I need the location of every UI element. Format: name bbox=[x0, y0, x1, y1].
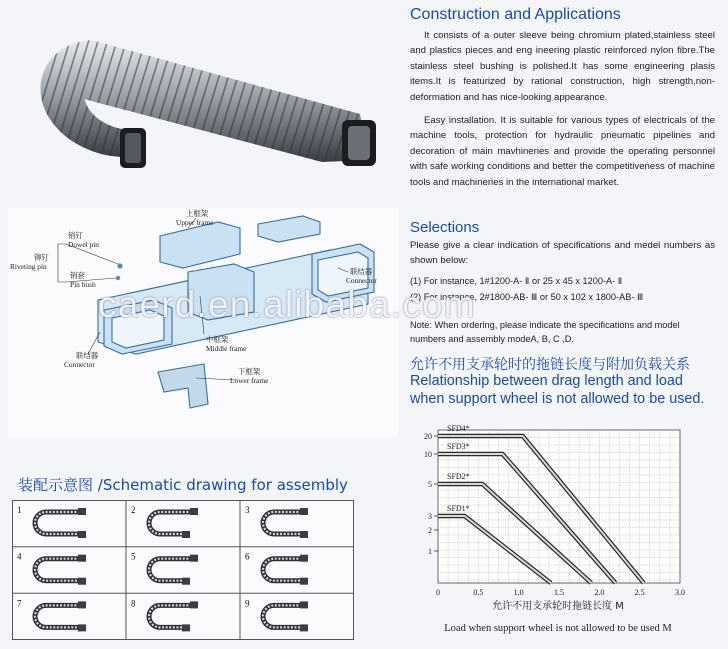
connector-right-label-en: Connector bbox=[346, 276, 377, 285]
connector-right-label-cn: 联结器 bbox=[350, 267, 373, 276]
chart-x-tick-label: 2.5 bbox=[634, 588, 645, 597]
assembly-connector bbox=[300, 624, 308, 631]
assembly-connector bbox=[190, 508, 198, 515]
riveting-pin-label-en: Riveting pin bbox=[10, 262, 47, 271]
pin-bush-label-en: Pin bush bbox=[70, 280, 96, 289]
chart-x-tick-label: 3.0 bbox=[675, 588, 685, 597]
chart-series-label: SFD4* bbox=[447, 424, 470, 433]
assembly-connector bbox=[300, 601, 308, 608]
chart-xlabel-en: Load when support wheel is not allowed to be used M bbox=[444, 623, 672, 634]
assembly-cell-number: 8 bbox=[131, 598, 136, 609]
selections-example-2: (2) For instance, 2#1800-AB- Ⅲ or 50 x 102 x 1800-AB- Ⅲ bbox=[410, 292, 644, 302]
selections-intro: Please give a clear indication of specifications and medel numbers as shown below: bbox=[410, 240, 715, 267]
middle-frame-label-cn: 中框架 bbox=[206, 335, 229, 344]
construction-title: Construction and Applications bbox=[410, 6, 621, 23]
assembly-connector bbox=[78, 578, 86, 585]
chart-series-label: SFD1* bbox=[447, 504, 470, 513]
chart-y-tick-label: 3 bbox=[428, 512, 432, 521]
selections-title: Selections bbox=[410, 219, 480, 236]
assembly-connector bbox=[78, 555, 86, 562]
selections-example-1: (1) For instance, 1#1200-A- Ⅱ or 25 x 45 x 1200-A- Ⅱ bbox=[410, 276, 623, 286]
chart-series-label: SFD3* bbox=[447, 442, 470, 451]
assembly-cell-number: 1 bbox=[17, 505, 22, 515]
relationship-title-cn: 允许不用支承轮时的拖链长度与附加负载关系 bbox=[410, 357, 690, 373]
drag-chain-photo bbox=[22, 10, 390, 188]
chart-y-tick-label: 5 bbox=[428, 480, 432, 489]
construction-paragraph-1: It consists of a outer sleeve being chromium plated,stainless steel and plastics pieces and eng ineering plastic reinforced nylon fibre.The stainless steel bushing is polished.It has some engineering plasis items.It is featurized by rational construction, high strength,non-deformation and has nice-looking appearance. bbox=[410, 30, 715, 103]
assembly-cell-number: 2 bbox=[131, 505, 136, 515]
assembly-cell-number: 5 bbox=[131, 551, 136, 562]
chart-series-label: SFD2* bbox=[447, 472, 470, 481]
chart-x-tick-label: 0 bbox=[436, 588, 440, 597]
chart-x-tick-label: 1.5 bbox=[554, 588, 564, 597]
selections-note: Note: When ordering, please indicate the specifications and model numbers and assembly modeA, B, C ,D. bbox=[410, 320, 680, 345]
assembly-connector bbox=[78, 601, 86, 608]
chart-x-tick-label: 2.0 bbox=[594, 588, 605, 597]
assembly-title: 装配示意图 /Schematic drawing for assembly bbox=[18, 476, 348, 494]
connector-left-label-cn: 联结器 bbox=[76, 351, 99, 360]
assembly-connector bbox=[300, 531, 308, 538]
assembly-connector bbox=[182, 578, 190, 585]
upper-frame-label-cn: 上框架 bbox=[186, 209, 209, 218]
assembly-cell-number: 3 bbox=[245, 505, 250, 515]
chart-x-tick-label: 0.5 bbox=[473, 588, 484, 597]
chart-y-tick-label: 2 bbox=[428, 526, 432, 535]
assembly-connector bbox=[182, 624, 190, 631]
lower-frame-label-en: Lower frame bbox=[230, 376, 269, 385]
dowel-pin-label-en: Dowel pin bbox=[68, 240, 99, 249]
assembly-connector bbox=[182, 531, 190, 538]
assembly-connector bbox=[300, 555, 308, 562]
chart-y-tick-label: 1 bbox=[428, 547, 432, 556]
chart-y-tick-label: 10 bbox=[424, 450, 432, 459]
assembly-connector bbox=[300, 508, 308, 515]
assembly-cell-number: 6 bbox=[245, 551, 250, 562]
assembly-connector bbox=[190, 601, 198, 608]
load-length-chart bbox=[408, 418, 708, 649]
assembly-connector bbox=[78, 508, 86, 515]
upper-frame-label-en: Upper frame bbox=[176, 218, 214, 227]
construction-paragraph-2: Easy installation. It is suitable for various types of electricals of the machine tools, protection for hydraulic pneumatic pipelines and decoration of main mavhineries and provide the operating personnel with safe working conditions and better the competitiveness of machine tools and machineries in the international market. bbox=[410, 115, 715, 188]
assembly-schematic-grid bbox=[12, 500, 354, 640]
riveting-pin-label-cn: 铆钉 bbox=[34, 253, 49, 262]
relationship-title-en: Relationship between drag length and load when support wheel is not allowed to be used. bbox=[410, 373, 705, 407]
assembly-connector bbox=[190, 555, 198, 562]
middle-frame-label-en: Middle frame bbox=[206, 344, 247, 353]
assembly-cell-number: 4 bbox=[17, 551, 22, 562]
assembly-connector bbox=[78, 531, 86, 538]
chart-xlabel-cn: 允许不用支承轮时拖链长度 M bbox=[492, 601, 624, 612]
connector-left-label-en: Connector bbox=[64, 360, 95, 369]
chart-y-tick-label: 20 bbox=[424, 432, 432, 441]
pin-bush-label-cn: 销套 bbox=[70, 271, 85, 280]
dowel-pin-label-cn: 销钉 bbox=[68, 231, 83, 240]
watermark-text: caerd.en.alibaba.com bbox=[98, 284, 476, 325]
assembly-cell-number: 9 bbox=[245, 598, 250, 609]
assembly-connector bbox=[300, 578, 308, 585]
chart-x-tick-label: 1.0 bbox=[513, 588, 524, 597]
assembly-cell-number: 7 bbox=[17, 598, 22, 609]
assembly-connector bbox=[78, 624, 86, 631]
lower-frame-label-cn: 下框架 bbox=[238, 367, 261, 376]
